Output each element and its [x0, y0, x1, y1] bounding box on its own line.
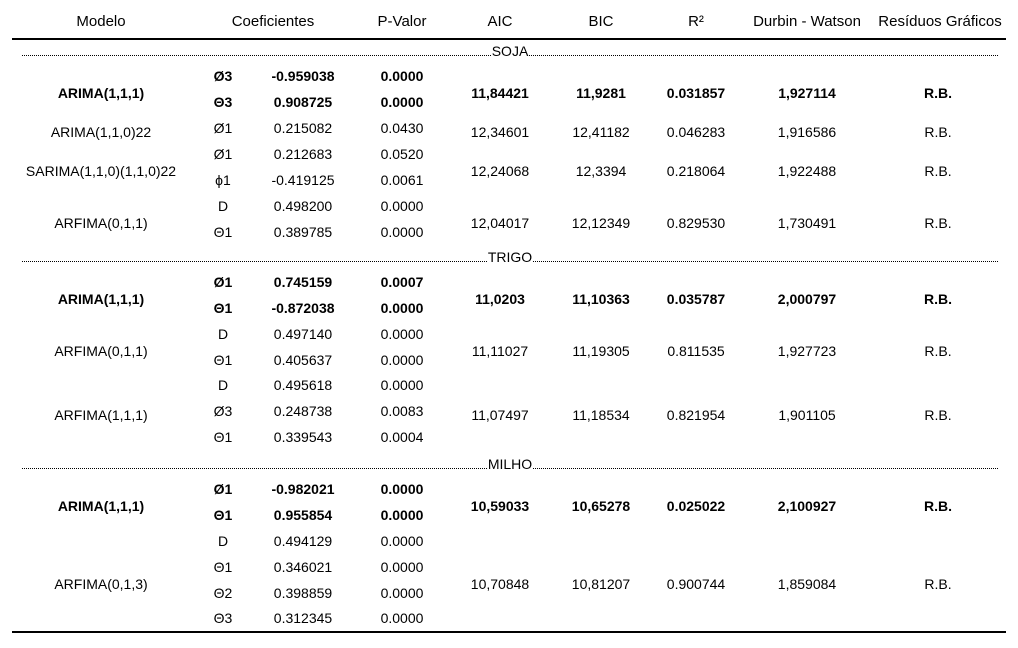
coef-symbol: Ø1: [213, 481, 233, 497]
aic-value: 11,84421: [471, 84, 529, 101]
residuals-value: R.B.: [924, 497, 952, 514]
r2-value: 0.829530: [666, 214, 726, 231]
model-name: ARFIMA(0,1,1): [54, 214, 148, 231]
header-modelo: Modelo: [76, 13, 126, 30]
dw-value: 1,922488: [777, 162, 837, 179]
aic-value: 10,59033: [470, 497, 530, 514]
coef-value: -0.872038: [271, 299, 335, 316]
r2-value: 0.046283: [666, 123, 726, 140]
residuals-value: R.B.: [924, 290, 952, 307]
section-milho: [22, 456, 998, 472]
p-value: 0.0004: [380, 428, 424, 445]
coef-symbol: Θ3: [213, 610, 233, 627]
model-name: ARFIMA(0,1,3): [54, 575, 148, 592]
section-label: MILHO: [487, 456, 533, 472]
coef-value: 0.494129: [273, 533, 333, 549]
section-label: TRIGO: [487, 249, 533, 265]
p-value: 0.0000: [380, 93, 424, 110]
section-soja: [22, 43, 998, 59]
bic-value: 12,3394: [575, 162, 627, 179]
model-name: ARIMA(1,1,1): [57, 84, 145, 101]
p-value: 0.0000: [380, 481, 424, 497]
dw-value: 2,000797: [777, 290, 837, 307]
residuals-value: R.B.: [924, 214, 952, 231]
p-value: 0.0520: [380, 146, 424, 162]
aic-value: 12,04017: [470, 214, 530, 231]
coef-symbol: Θ1: [213, 351, 233, 368]
coef-value: -0.419125: [271, 171, 335, 188]
residuals-value: R.B.: [924, 162, 952, 179]
residuals-value: R.B.: [924, 406, 952, 423]
p-value: 0.0000: [380, 377, 424, 393]
bic-value: 12,12349: [571, 214, 631, 231]
r2-value: 0.035787: [666, 290, 726, 307]
p-value: 0.0000: [380, 351, 424, 368]
header-rule: [12, 38, 1006, 40]
coef-symbol: D: [217, 326, 229, 342]
coef-symbol: D: [217, 377, 229, 393]
r2-value: 0.218064: [666, 162, 726, 179]
coef-symbol: Ø3: [213, 402, 233, 419]
model-name: ARIMA(1,1,0)22: [50, 123, 152, 140]
bic-value: 11,18534: [572, 406, 630, 423]
header-residuos: Resíduos Gráficos: [878, 13, 1002, 30]
coef-value: 0.497140: [273, 326, 333, 342]
model-name: ARIMA(1,1,1): [57, 290, 145, 307]
coef-symbol: Ø1: [213, 274, 233, 290]
header-p-valor: P-Valor: [377, 13, 427, 30]
coef-value: 0.312345: [273, 610, 333, 627]
p-value: 0.0061: [380, 171, 424, 188]
p-value: 0.0000: [380, 610, 424, 627]
header-r2: R²: [688, 13, 704, 30]
model-name: ARIMA(1,1,1): [57, 497, 145, 514]
header-bic: BIC: [588, 13, 614, 30]
coef-symbol: Θ3: [213, 93, 233, 110]
r2-value: 0.031857: [666, 84, 726, 101]
header-coeficientes: Coeficientes: [231, 13, 315, 30]
r2-value: 0.025022: [666, 497, 726, 514]
bic-value: 11,9281: [576, 84, 626, 101]
dw-value: 1,927723: [777, 342, 837, 359]
p-value: 0.0000: [380, 506, 424, 523]
residuals-value: R.B.: [924, 575, 952, 592]
residuals-value: R.B.: [924, 342, 952, 359]
bic-value: 10,65278: [571, 497, 631, 514]
coef-symbol: Ø3: [213, 68, 233, 84]
header-aic: AIC: [487, 13, 513, 30]
p-value: 0.0000: [380, 326, 424, 342]
model-name: SARIMA(1,1,0)(1,1,0)22: [25, 162, 177, 179]
dw-value: 1,901105: [778, 406, 836, 423]
coef-value: 0.248738: [273, 402, 333, 419]
r2-value: 0.811535: [667, 342, 725, 359]
coef-value: 0.498200: [273, 198, 333, 214]
p-value: 0.0000: [380, 584, 424, 601]
coef-symbol: Θ1: [213, 299, 233, 316]
coef-symbol: Θ2: [213, 584, 233, 601]
coef-value: 0.215082: [273, 120, 333, 136]
coef-value: 0.495618: [273, 377, 333, 393]
p-value: 0.0000: [380, 558, 424, 575]
model-name: ARFIMA(1,1,1): [54, 406, 148, 423]
aic-value: 12,24068: [470, 162, 530, 179]
p-value: 0.0000: [380, 68, 424, 84]
footer-rule: [12, 631, 1006, 633]
coef-value: 0.339543: [273, 428, 333, 445]
coef-symbol: D: [217, 198, 229, 214]
coef-symbol: Θ1: [213, 428, 233, 445]
dw-value: 2,100927: [777, 497, 837, 514]
p-value: 0.0000: [380, 533, 424, 549]
residuals-value: R.B.: [924, 84, 952, 101]
dw-value: 1,730491: [777, 214, 837, 231]
aic-value: 11,11027: [471, 342, 529, 359]
p-value: 0.0000: [380, 223, 424, 240]
section-trigo: [22, 249, 998, 265]
p-value: 0.0430: [380, 120, 424, 136]
dw-value: 1,927114: [778, 84, 836, 101]
coef-symbol: Θ1: [213, 558, 233, 575]
coef-symbol: ϕ1: [215, 171, 231, 188]
header-durbin-watson: Durbin - Watson: [753, 13, 861, 30]
p-value: 0.0083: [380, 402, 424, 419]
dw-value: 1,916586: [777, 123, 837, 140]
coef-symbol: D: [217, 533, 229, 549]
coef-value: 0.955854: [273, 506, 333, 523]
coef-symbol: Θ1: [213, 506, 233, 523]
p-value: 0.0000: [380, 198, 424, 214]
aic-value: 12,34601: [470, 123, 530, 140]
coef-value: 0.745159: [273, 274, 333, 290]
r2-value: 0.821954: [666, 406, 726, 423]
p-value: 0.0007: [380, 274, 424, 290]
bic-value: 10,81207: [571, 575, 631, 592]
coef-value: 0.908725: [273, 93, 333, 110]
coef-value: 0.398859: [273, 584, 333, 601]
p-value: 0.0000: [380, 299, 424, 316]
coef-value: 0.389785: [273, 223, 333, 240]
aic-value: 11,0203: [475, 290, 525, 307]
coef-symbol: Θ1: [213, 223, 233, 240]
coef-symbol: Ø1: [213, 120, 233, 136]
section-label: SOJA: [491, 43, 529, 59]
coef-value: 0.405637: [273, 351, 333, 368]
aic-value: 11,07497: [471, 406, 529, 423]
coef-value: -0.982021: [271, 481, 335, 497]
coef-symbol: Ø1: [213, 146, 233, 162]
dw-value: 1,859084: [777, 575, 837, 592]
bic-value: 11,19305: [572, 342, 630, 359]
coef-value: 0.212683: [273, 146, 333, 162]
bic-value: 11,10363: [572, 290, 630, 307]
aic-value: 10,70848: [470, 575, 530, 592]
bic-value: 12,41182: [572, 123, 630, 140]
coef-value: 0.346021: [273, 558, 333, 575]
r2-value: 0.900744: [666, 575, 726, 592]
model-name: ARFIMA(0,1,1): [54, 342, 148, 359]
residuals-value: R.B.: [924, 123, 952, 140]
coef-value: -0.959038: [271, 68, 335, 84]
